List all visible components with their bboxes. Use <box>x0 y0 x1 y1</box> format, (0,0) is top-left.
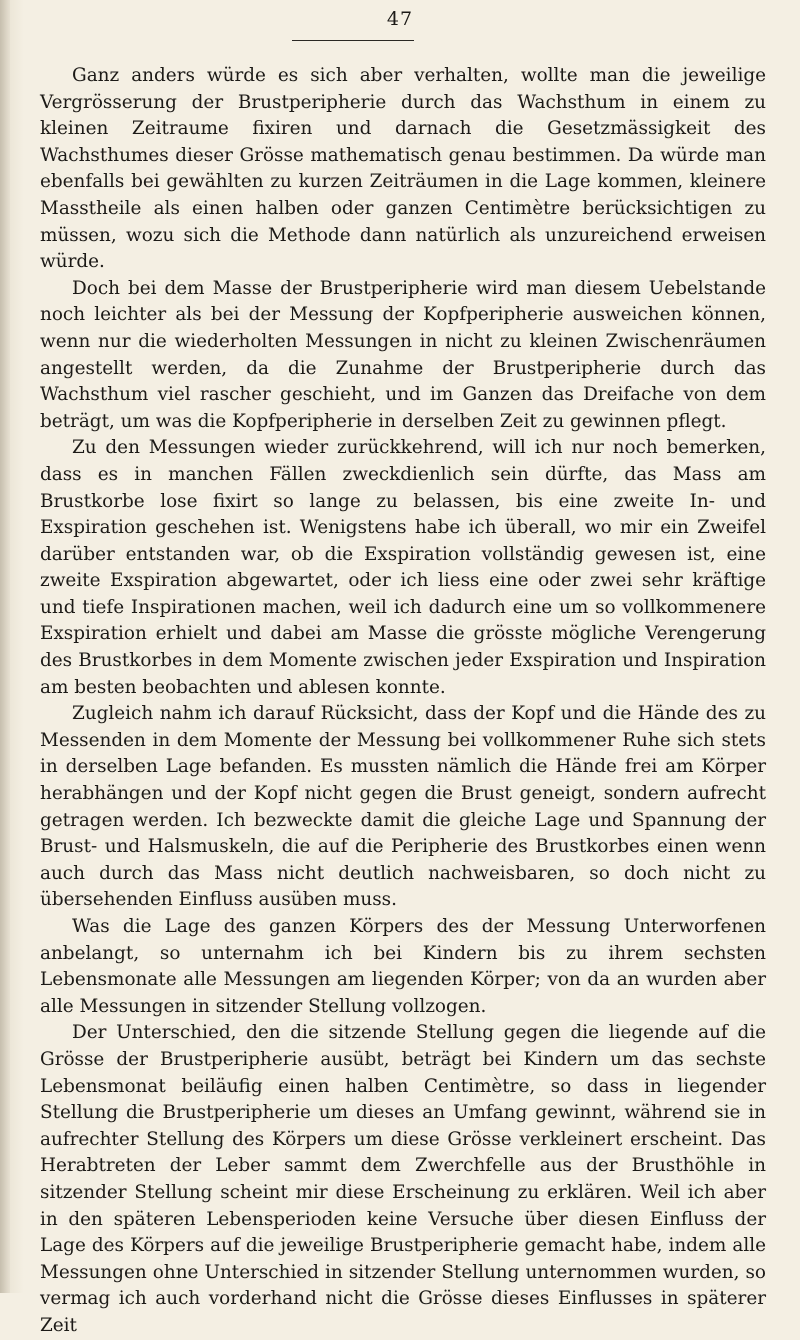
paragraph-3: Zu den Messungen wieder zurückkehrend, will ich nur noch bemerken, dass es in manchen Fällen zweckdienlich sein dürfte, das Mass am Brustkorbe lose fixirt so lange zu belassen, bis eine zweite In- und Exspiration geschehen ist. Wenigstens habe ich überall, wo mir ein Zweifel darüber entstanden war, ob die Exspiration vollständig gewesen ist, eine zweite Exspiration abgewartet, oder ich liess eine oder zwei sehr kräftige und tiefe Inspirationen machen, weil ich dadurch eine um so vollkommenere Exspiration erhielt und dabei am Masse die grösste mögliche Verengerung des Brustkorbes in dem Momente zwischen jeder Exspiration und Inspiration am besten beobachten und ablesen konnte. <box>40 437 766 698</box>
paragraph-2: Doch bei dem Masse der Brustperipherie wird man diesem Uebelstande noch leichter als bei der Messung der Kopfperipherie ausweichen können, wenn nur die wiederholten Messungen in nicht zu kleinen Zwischenräumen angestellt werden, da die Zunahme der Brustperipherie durch das Wachsthum viel rascher geschieht, und im Ganzen das Dreifache von dem beträgt, um was die Kopfperipherie in derselben Zeit zu gewinnen pflegt. <box>40 277 766 432</box>
paragraph-4: Zugleich nahm ich darauf Rücksicht, dass der Kopf und die Hände des zu Messenden in dem Momente der Messung bei vollkommener Ruhe sich stets in derselben Lage befanden. Es mussten nämlich die Hände frei am Körper herabhängen und der Kopf nicht gegen die Brust geneigt, sondern aufrecht getragen werden. Ich bezweckte damit die gleiche Lage und Spannung der Brust- und Halsmuskeln, die auf die Peripherie des Brustkorbes einen wenn auch durch das Mass nicht deutlich nachweisbaren, so doch nicht zu übersehenden Einfluss ausüben muss. <box>40 703 766 911</box>
paragraph-1: Ganz anders würde es sich aber verhalten, wollte man die jeweilige Vergrösserung der Brustperipherie durch das Wachsthum in einem zu kleinen Zeitraume fixiren und darnach die Gesetzmässigkeit des Wachsthumes dieser Grösse mathematisch genau bestimmen. Da würde man ebenfalls bei gewählten zu kurzen Zeiträumen in die Lage kommen, kleinere Masstheile als einen halben oder ganzen Centimètre berücksichtigen zu müssen, wozu sich die Methode dann natürlich als unzureichend erweisen würde. <box>40 65 766 273</box>
page-number: 47 <box>386 8 414 30</box>
paragraph-5: Was die Lage des ganzen Körpers des der Messung Unterworfenen anbelangt, so unternahm ich bei Kindern bis zu ihrem sechsten Lebensmonate alle Messungen am liegenden Körper; von da an wurden aber alle Messungen in sitzender Stellung vollzogen. <box>40 916 766 1017</box>
paragraph-6: Der Unterschied, den die sitzende Stellung gegen die liegende auf die Grösse der Brustperipherie ausübt, beträgt bei Kindern um das sechste Lebensmonat beiläufig einen halben Centimètre, so dass in liegender Stellung die Brustperipherie um dieses an Umfang gewinnt, während sie in aufrechter Stellung des Körpers um diese Grösse verkleinert erscheint. Das Herabtreten der Leber sammt dem Zwerchfelle aus der Brusthöhle in sitzender Stellung scheint mir diese Erscheinung zu erklären. Weil ich aber in den späteren Lebensperioden keine Versuche über diesen Einfluss der Lage des Körpers auf die jeweilige Brustperipherie gemacht habe, indem alle Messungen ohne Unterschied in sitzender Stellung unternommen wurden, so vermag ich auch vorderhand nicht die Grösse dieses Einflusses in späterer Zeit <box>40 1022 766 1336</box>
header-rule <box>292 40 414 41</box>
body-text <box>40 63 766 1340</box>
page-binding-edge <box>0 0 10 1293</box>
